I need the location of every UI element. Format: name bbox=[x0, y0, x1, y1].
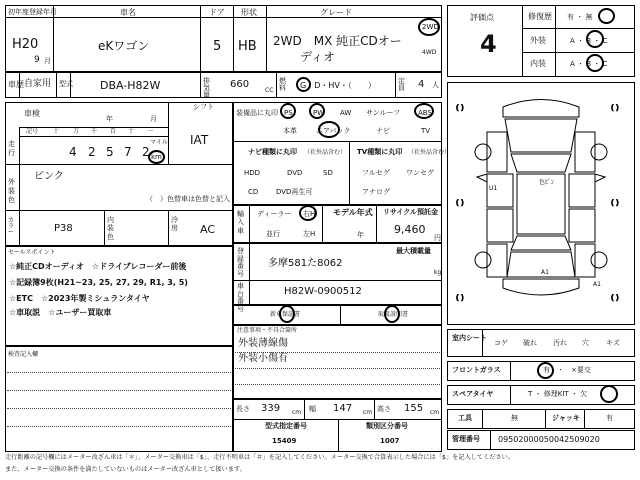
equip-pw-circle bbox=[309, 103, 325, 119]
interior-b-circle bbox=[586, 54, 604, 72]
equip-airbag: エアバック bbox=[316, 127, 351, 135]
nav-sd: SD bbox=[323, 169, 333, 177]
inspector-note-label: 検査記入欄 bbox=[8, 351, 39, 358]
mileage-digit-1: 2 bbox=[88, 145, 96, 159]
length-unit: cm bbox=[292, 409, 302, 416]
diagram-label-a1-rear: A1 bbox=[541, 269, 549, 276]
seat-item-2: 汚れ bbox=[553, 339, 567, 347]
import-dealer: ディーラー bbox=[257, 210, 292, 218]
score-label: 評価点 bbox=[470, 13, 494, 22]
mileage-digit-3: 7 bbox=[124, 145, 132, 159]
jack-value: 有 bbox=[606, 414, 613, 422]
front-glass-label: フロントガラス bbox=[452, 366, 501, 374]
height-label: 高さ bbox=[377, 405, 391, 413]
equip-tv: TV bbox=[421, 127, 431, 135]
mileage-unit-km: km bbox=[151, 153, 162, 161]
equip-sunroof: サンルーフ bbox=[366, 109, 401, 117]
drive-2wd-circle bbox=[418, 18, 440, 36]
grade-line1: 2WD MX 純正CDオー bbox=[273, 34, 402, 48]
car-diagram bbox=[447, 82, 635, 325]
inspection-month: 月 bbox=[150, 115, 157, 123]
inspection-year: 年 bbox=[106, 115, 113, 123]
front-glass-circle bbox=[537, 362, 554, 379]
mileage-digit-4: 2 bbox=[142, 145, 150, 159]
exterior-b-circle bbox=[586, 30, 604, 48]
recycle-label: リサイクル預託金 bbox=[383, 208, 439, 216]
capacity-value: 4 bbox=[418, 79, 425, 90]
svg-text:( ): ( ) bbox=[611, 104, 619, 112]
jack-label: ジャッキ bbox=[552, 414, 580, 422]
color-code-value: P38 bbox=[54, 223, 73, 234]
model-value: DBA-H82W bbox=[100, 79, 161, 92]
import-parallel: 並行 bbox=[266, 230, 280, 238]
type-num-value: 15409 bbox=[272, 437, 297, 445]
interior-grade-options: A ・ B ・ C bbox=[570, 60, 608, 68]
height-value: 155 bbox=[404, 403, 424, 414]
width-value: 147 bbox=[333, 403, 353, 414]
displacement-unit: CC bbox=[265, 87, 274, 94]
mileage-label: 走行 bbox=[8, 140, 15, 158]
inspector-note-block bbox=[5, 346, 233, 452]
mileage-col-1: 十 bbox=[53, 128, 60, 135]
sales-line-2: ☆記録簿9枚(H21~23, 25, 27, 29, R1, 3, 5) bbox=[9, 278, 188, 287]
equip-aw: AW bbox=[340, 109, 352, 117]
mileage-col-6: 一 bbox=[147, 128, 154, 135]
length-label: 長さ bbox=[236, 405, 250, 413]
svg-text:( ): ( ) bbox=[456, 199, 464, 207]
mileage-col-4: 百 bbox=[110, 128, 117, 135]
seat-item-3: 穴 bbox=[582, 339, 589, 347]
car-name-label: 車名 bbox=[120, 8, 136, 17]
max-load-label: 最大積載量 bbox=[396, 247, 431, 255]
note-line-2: 外装小傷有 bbox=[238, 353, 288, 364]
reg-value: 多摩581た8062 bbox=[268, 258, 343, 269]
import-right-hand: 右H bbox=[303, 210, 316, 218]
reg-label: 登録番号 bbox=[237, 247, 244, 279]
svg-text:( ): ( ) bbox=[456, 294, 464, 302]
nav-type-label: ナビ種類に丸印 bbox=[248, 148, 297, 156]
shape-value: HB bbox=[238, 39, 257, 54]
shift-label: シフト bbox=[193, 103, 214, 111]
mileage-col-3: 千 bbox=[91, 128, 98, 135]
nav-hdd: HDD bbox=[244, 169, 261, 177]
first-reg-year: H20 bbox=[12, 37, 39, 52]
seat-item-0: コゲ bbox=[494, 339, 508, 347]
mileage-col-5: 十 bbox=[128, 128, 135, 135]
first-reg-month: 9 bbox=[34, 55, 40, 65]
right-hand-circle bbox=[299, 205, 317, 221]
mileage-km-circle bbox=[148, 150, 165, 164]
sales-points-label: セールスポイント bbox=[8, 249, 56, 256]
drive-2wd: 2WD bbox=[422, 23, 439, 31]
tools-value: 無 bbox=[511, 414, 518, 422]
shape-label: 形状 bbox=[241, 8, 257, 17]
color-change-note: （ ）色替車は色替と記入 bbox=[146, 195, 230, 203]
seat-item-4: キズ bbox=[606, 339, 620, 347]
car-name: eKワゴン bbox=[98, 39, 150, 53]
doors-value: 5 bbox=[213, 39, 222, 54]
spare-value: T ・ 修理KIT ・ 欠 bbox=[528, 390, 588, 398]
doors-label: ドア bbox=[209, 8, 225, 17]
interior-label: 内装色 bbox=[107, 216, 114, 241]
first-reg-label: 初年度登録年月 bbox=[8, 8, 57, 16]
warranty-circle bbox=[279, 305, 295, 323]
footer-line-1: 走行距離の記号欄にはメーター改ざん車は「＊」、メーター交換車は「$」、走行不明車は「＃」を記入してください。メーター交換で合算表示した場合には「$」を記入してください。 bbox=[5, 454, 515, 461]
tools-label: 工具 bbox=[458, 414, 472, 422]
manual: 取扱説明書 bbox=[378, 311, 409, 318]
repair-label: 修復歴 bbox=[528, 12, 552, 21]
diagram-label-color: 色ﾋﾟﾝ bbox=[539, 179, 555, 186]
height-unit: cm bbox=[430, 409, 440, 416]
exterior-color-label: 外装色 bbox=[8, 178, 15, 205]
color-code-label: カラー bbox=[8, 217, 15, 236]
ac-label: 冷房 bbox=[171, 216, 178, 233]
sales-line-4: ☆車取説 ☆ユーザー買取車 bbox=[9, 308, 112, 317]
capacity-label: 定員 bbox=[398, 77, 405, 92]
mgmt-value: 09502000050042509020 bbox=[498, 435, 600, 444]
drive-4wd: 4WD bbox=[422, 49, 437, 56]
type-num-label: 型式指定番号 bbox=[265, 422, 307, 430]
manual-circle bbox=[384, 305, 400, 323]
sales-line-1: ☆純正CDオーディオ ☆ドライブレコーダー前後 bbox=[9, 262, 187, 271]
svg-text:( ): ( ) bbox=[456, 104, 464, 112]
import-label: 輸入車 bbox=[237, 210, 244, 235]
mileage-col-2: 万 bbox=[73, 128, 80, 135]
length-value: 339 bbox=[261, 403, 281, 414]
seat-label: 室内シート bbox=[452, 334, 487, 342]
vin-value: H82W-0900512 bbox=[284, 286, 362, 297]
equip-ps: PS bbox=[284, 109, 293, 117]
mileage-unit-mile: マイル bbox=[150, 139, 168, 146]
equip-pw: PW bbox=[313, 109, 325, 117]
mileage-digit-0: 4 bbox=[69, 145, 77, 159]
use-value: 自家用 bbox=[24, 79, 52, 89]
documents-row bbox=[233, 305, 442, 325]
capacity-unit: 人 bbox=[432, 81, 439, 89]
equipment-label: 装備品に丸印 bbox=[236, 109, 278, 117]
diagram-label-u1: U1 bbox=[489, 185, 498, 192]
width-label: 幅 bbox=[309, 405, 316, 413]
fuel-options: G D・HV・（ ） bbox=[300, 81, 376, 90]
score-value: 4 bbox=[480, 30, 497, 58]
recycle-unit: 円 bbox=[434, 234, 441, 242]
spare-circle bbox=[600, 385, 618, 403]
footer-line-2: また、メーター交換の条件を満たしていないものはメーター改ざん車として扱います。 bbox=[5, 466, 246, 473]
tv-type-label: TV種類に丸印 bbox=[357, 148, 403, 156]
front-glass-value: 有 ・ ×要交 bbox=[543, 366, 591, 374]
recycle-value: 9,460 bbox=[394, 223, 426, 236]
equip-nav: ナビ bbox=[376, 127, 390, 135]
grade-label: グレード bbox=[320, 8, 352, 17]
interior-grade-label: 内装 bbox=[530, 59, 546, 68]
fuel-label: 燃料 bbox=[279, 77, 286, 92]
equip-leather: 本革 bbox=[283, 127, 297, 135]
displacement-value: 660 bbox=[230, 79, 250, 90]
note-line-1: 外装薄線傷 bbox=[238, 338, 288, 349]
mileage-digit-2: 5 bbox=[106, 145, 114, 159]
tv-type-note: （社外品含む） bbox=[408, 149, 451, 156]
mgmt-label: 管理番号 bbox=[452, 435, 480, 443]
svg-text:( ): ( ) bbox=[611, 294, 619, 302]
width-unit: cm bbox=[363, 409, 373, 416]
mileage-col-0: 記号 bbox=[26, 128, 39, 135]
repair-none-circle bbox=[598, 8, 615, 24]
model-year-unit: 年 bbox=[357, 231, 364, 239]
nav-type-note: （社外品含む） bbox=[304, 149, 347, 156]
repair-options: 有 ・ 無 bbox=[567, 13, 593, 21]
vin-label: 車台番号 bbox=[237, 282, 244, 314]
inspection-label: 車検 bbox=[24, 109, 40, 118]
diagram-label-a1-side: A1 bbox=[593, 281, 601, 288]
class-num-value: 1007 bbox=[380, 437, 400, 445]
ac-value: AC bbox=[200, 223, 216, 236]
displacement-label: 排気量 bbox=[203, 77, 210, 99]
equip-airbag-circle bbox=[318, 121, 340, 138]
grade-line2: ディオ bbox=[300, 50, 336, 64]
equip-abs: ABS bbox=[418, 109, 432, 117]
exterior-color-value: ピンク bbox=[34, 171, 64, 182]
equip-ps-circle bbox=[280, 103, 296, 119]
notes-label: 注意事項・不具合箇所 bbox=[237, 327, 298, 334]
fuel-g-circle bbox=[296, 77, 311, 92]
new-warranty: 新車保証書 bbox=[270, 311, 301, 318]
spare-label: スペアタイヤ bbox=[452, 390, 494, 398]
use-label: 車歴 bbox=[8, 80, 24, 89]
exterior-grade-label: 外装 bbox=[530, 36, 546, 45]
shift-value: IAT bbox=[190, 133, 209, 147]
first-reg-month-unit: 月 bbox=[44, 57, 51, 65]
seat-item-1: 破れ bbox=[523, 339, 537, 347]
tv-analog: アナログ bbox=[362, 188, 390, 196]
equip-abs-circle bbox=[414, 103, 434, 119]
nav-cd: CD bbox=[248, 188, 259, 196]
sales-line-3: ☆ETC ☆2023年製ミシュランタイヤ bbox=[9, 294, 150, 303]
nav-dvd: DVD bbox=[287, 169, 303, 177]
class-num-label: 類別区分番号 bbox=[366, 422, 408, 430]
import-left-hand: 左H bbox=[303, 230, 316, 238]
svg-text:( ): ( ) bbox=[611, 199, 619, 207]
model-year-label: モデル年式 bbox=[333, 208, 373, 217]
tv-oneseg: ワンセグ bbox=[406, 169, 434, 177]
exterior-grade-options: A ・ B ・ C bbox=[570, 37, 608, 45]
max-load-unit: kg bbox=[434, 269, 442, 276]
tv-fullseg: フルセグ bbox=[362, 169, 390, 177]
nav-dvd-play: DVD再生可 bbox=[276, 188, 313, 196]
model-label: 型式 bbox=[59, 80, 73, 88]
